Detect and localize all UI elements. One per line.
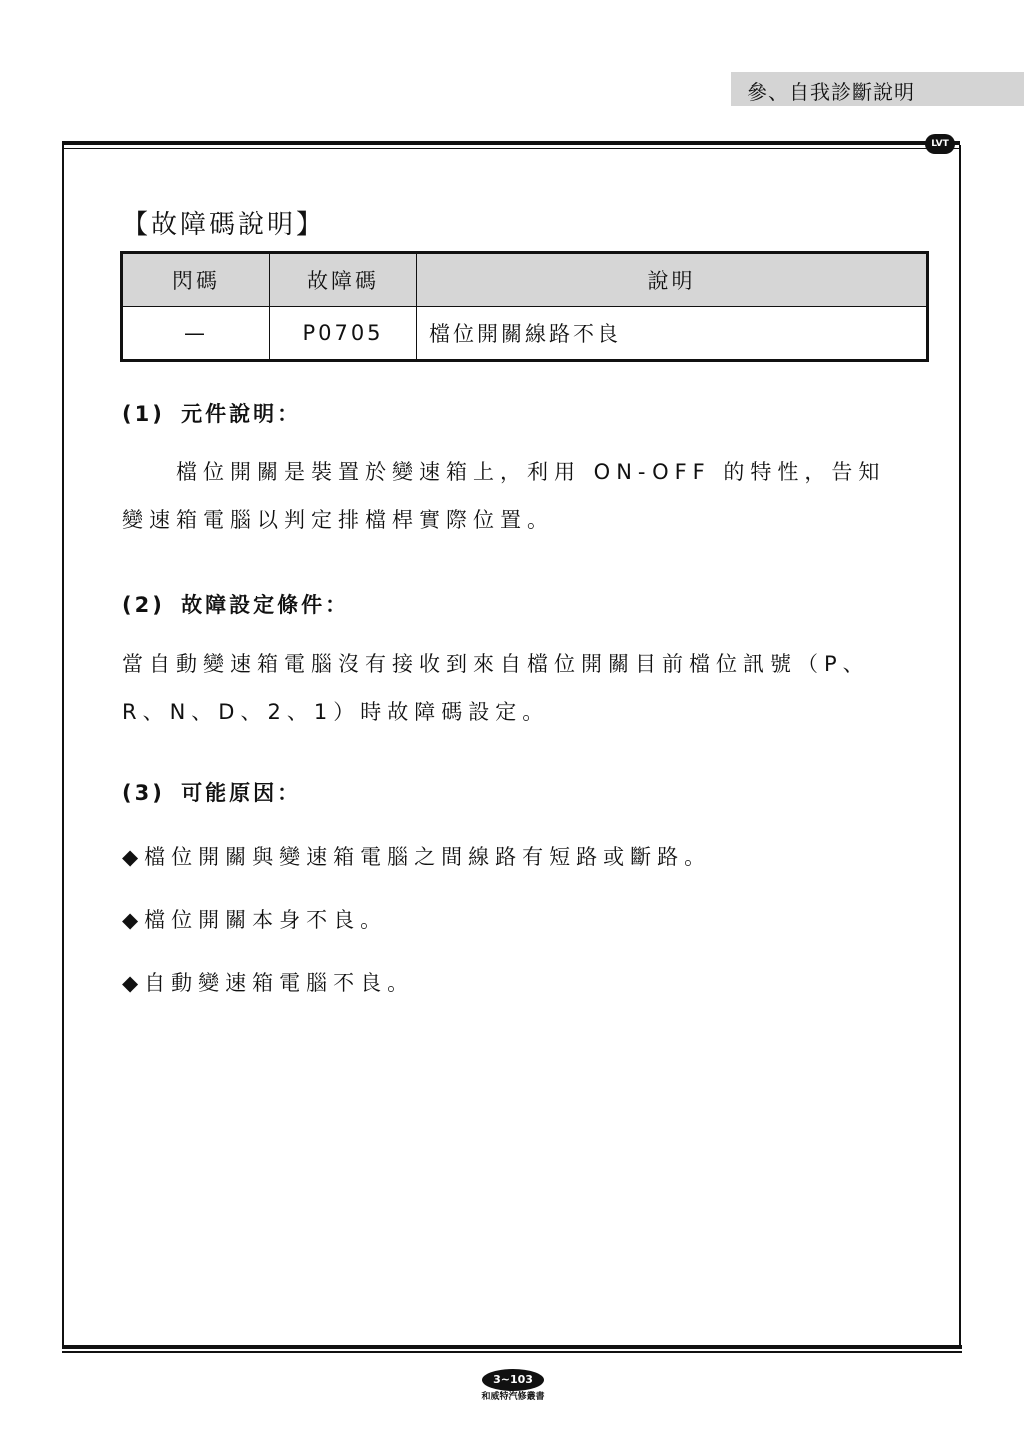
cell-flash-code: — — [122, 307, 270, 361]
bottom-rule-thin — [62, 1351, 962, 1353]
heading-text: 故障設定條件： — [181, 593, 350, 617]
list-item-text: 檔位開關與變速箱電腦之間線路有短路或斷路。 — [144, 845, 712, 869]
paragraph-line: R、N、D、2、1）時故障碼設定。 — [122, 700, 550, 724]
heading-possible-causes — [122, 777, 301, 807]
column-header-description: 說明 — [417, 253, 928, 307]
publisher-label: 和威特汽修叢書 — [481, 1392, 545, 1402]
table-header-row — [122, 253, 928, 307]
heading-component-description — [122, 398, 301, 428]
paragraph-line: 變速箱電腦以判定排檔桿實際位置。 — [122, 508, 554, 532]
table-row — [122, 307, 928, 361]
fault-code-table — [120, 251, 929, 362]
heading-number: (3) — [122, 781, 165, 805]
chapter-title: 參、自我診斷說明 — [731, 72, 1024, 106]
cell-description: 檔位開關線路不良 — [417, 307, 928, 361]
page-number-badge: 3~103 — [482, 1369, 544, 1391]
heading-number: (1) — [122, 402, 165, 426]
heading-text: 元件說明： — [181, 402, 302, 426]
section-title: 【故障碼說明】 — [122, 210, 326, 240]
column-header-flash-code: 閃碼 — [122, 253, 270, 307]
list-item-text: 檔位開關本身不良。 — [144, 908, 388, 932]
list-item — [122, 841, 711, 871]
diamond-bullet-icon: ◆ — [122, 845, 139, 869]
cell-fault-code: P0705 — [270, 307, 417, 361]
list-item-text: 自動變速箱電腦不良。 — [144, 971, 415, 995]
heading-number: (2) — [122, 593, 165, 617]
heading-text: 可能原因： — [181, 781, 302, 805]
diamond-bullet-icon: ◆ — [122, 971, 139, 995]
paragraph-component-description — [122, 448, 930, 544]
brand-logo: LVT — [925, 134, 955, 154]
paragraph-fault-conditions — [122, 640, 930, 736]
column-header-fault-code: 故障碼 — [270, 253, 417, 307]
list-item — [122, 904, 387, 934]
heading-fault-conditions — [122, 589, 349, 619]
paragraph-line: 當自動變速箱電腦沒有接收到來自檔位開關目前檔位訊號（P、 — [122, 652, 870, 676]
diamond-bullet-icon: ◆ — [122, 908, 139, 932]
list-item — [122, 967, 414, 997]
bottom-rule — [62, 1345, 962, 1349]
paragraph-line: 檔位開關是裝置於變速箱上，利用 ON-OFF 的特性，告知 — [122, 460, 886, 484]
